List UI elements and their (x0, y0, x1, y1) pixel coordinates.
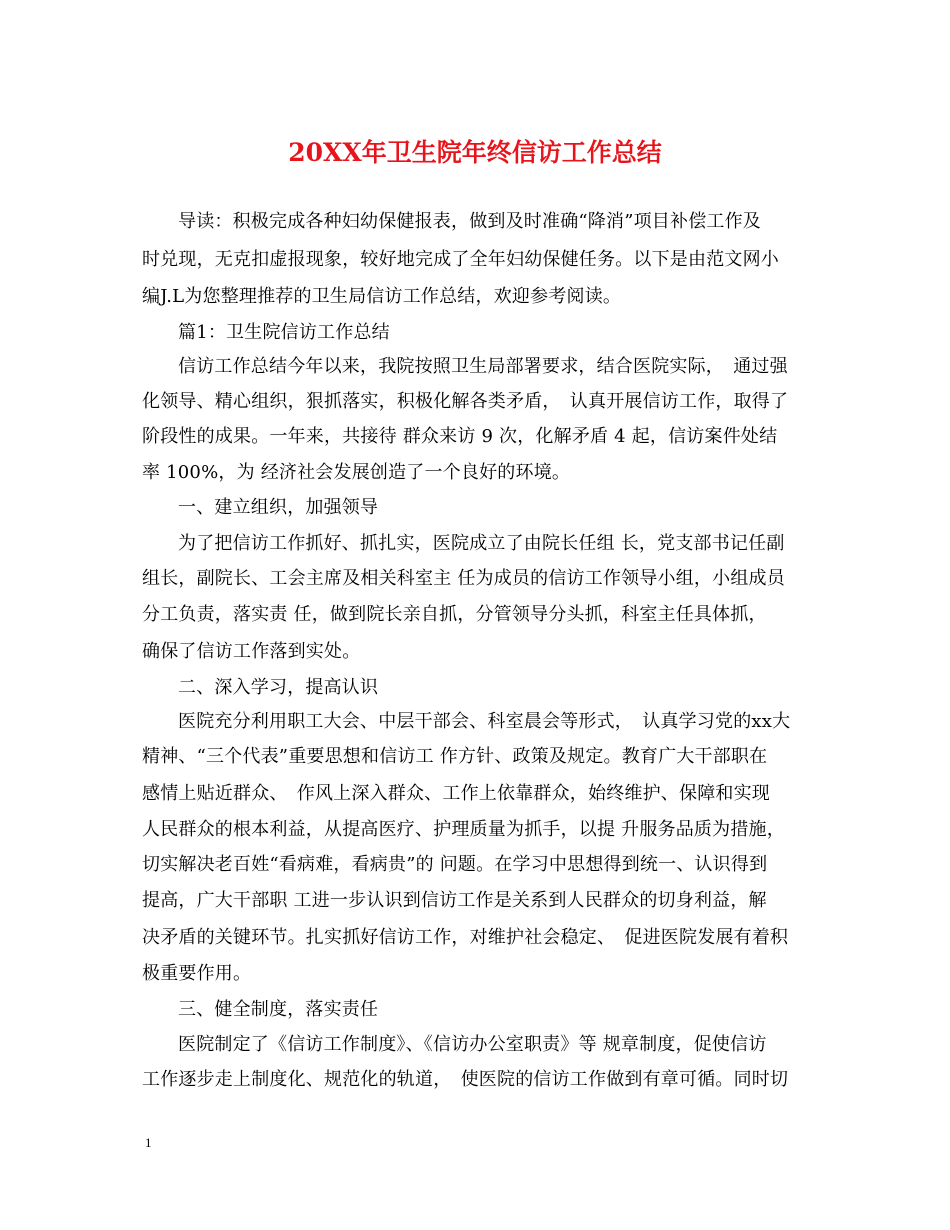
paragraph-line: 精神、“三个代表”重要思想和信访工 作方针、政策及规定。教育广大干部职在 (142, 746, 768, 767)
paragraph-line: 医院充分利用职工大会、中层干部会、科室晨会等形式， 认真学习党的xx大 (178, 711, 791, 732)
paragraph-line: 组长，副院长、工会主席及相关科室主 任为成员的信访工作领导小组，小组成员 (142, 568, 785, 589)
section-heading: 三、健全制度，落实责任 (178, 999, 379, 1020)
paragraph-line: 时兑现，无克扣虚报现象，较好地完成了全年妇幼保健任务。以下是由范文网小 (142, 249, 779, 270)
paragraph-line: 编J.L为您整理推荐的卫生局信访工作总结，欢迎参考阅读。 (142, 286, 622, 307)
paragraph-line: 率 100%，为 经济社会发展创造了一个良好的环境。 (142, 462, 571, 483)
paragraph-line: 导读：积极完成各种妇幼保健报表，做到及时准确“降消”项目补偿工作及 (178, 211, 762, 232)
section-heading: 篇1：卫生院信访工作总结 (178, 322, 390, 343)
paragraph-line: 阶段性的成果。一年来，共接待 群众来访 9 次，化解矛盾 4 起，信访案件处结 (142, 426, 778, 447)
paragraph-line: 医院制定了《信访工作制度》、《信访办公室职责》等 规章制度，促使信访 (178, 1034, 767, 1055)
paragraph-line: 切实解决老百姓“看病难，看病贵”的 问题。在学习中思想得到统一、认识得到 (142, 854, 768, 875)
paragraph-line: 提高，广大干部职 工进一步认识到信访工作是关系到人民群众的切身利益，解 (142, 890, 767, 911)
section-heading: 二、深入学习，提高认识 (178, 677, 379, 698)
paragraph-line: 工作逐步走上制度化、规范化的轨道， 使医院的信访工作做到有章可循。同时切 (142, 1069, 789, 1090)
paragraph-line: 极重要作用。 (142, 963, 252, 984)
paragraph-line: 化领导、精心组织，狠抓落实，积极化解各类矛盾， 认真开展信访工作，取得了 (142, 391, 789, 412)
section-heading: 一、建立组织，加强领导 (178, 497, 379, 518)
paragraph-line: 人民群众的根本利益，从提高医疗、护理质量为抓手，以提 升服务品质为措施， (142, 819, 785, 840)
document-title: 20XX年卫生院年终信访工作总结 (288, 138, 662, 167)
paragraph-line: 决矛盾的关键环节。扎实抓好信访工作，对维护社会稳定、 促进医院发展有着积 (142, 927, 789, 948)
paragraph-line: 分工负责，落实责 任，做到院长亲自抓，分管领导分头抓，科室主任具体抓， (142, 604, 767, 625)
page-number: 1 (145, 1135, 152, 1150)
paragraph-line: 信访工作总结今年以来，我院按照卫生局部署要求，结合医院实际， 通过强 (178, 356, 788, 377)
paragraph-line: 确保了信访工作落到实处。 (142, 641, 361, 662)
paragraph-line: 感情上贴近群众、 作风上深入群众、工作上依靠群众，始终维护、保障和实现 (142, 783, 770, 804)
paragraph-line: 为了把信访工作抓好、抓扎实，医院成立了由院长任组 长，党支部书记任副 (178, 533, 785, 554)
